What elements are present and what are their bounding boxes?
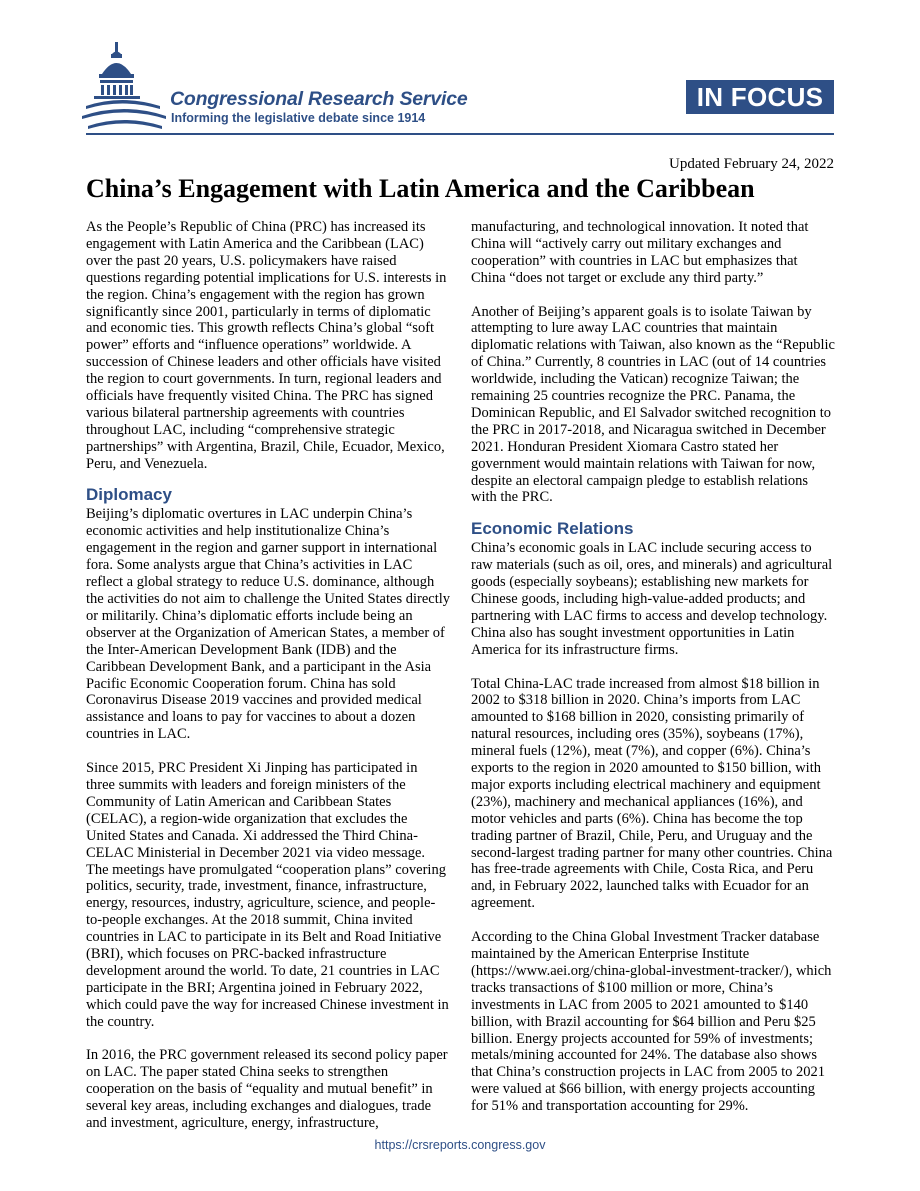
section-heading-diplomacy: Diplomacy xyxy=(86,485,172,505)
left-column xyxy=(86,219,450,1132)
capitol-dome-logo xyxy=(82,40,168,132)
economic-paragraph: According to the China Global Investment Tracker database maintained by the American Enterprise Institute (https://www.aei.org/china-global-investment-tracker/), which tracks transactions of $100 million or more, China’s investments in LAC from 2005 to 2021 amounted to $140 billion, with Brazil accounting for $64 billion and Peru $25 billion. Energy projects accounted for 59% of investments; metals/mining accounted for 24%. The database also shows that China’s construction projects in LAC from 2005 to 2021 were valued at $66 billion, with energy projects accounting for 51% and transportation accounting for 29%. xyxy=(471,929,832,1115)
org-tagline: Informing the legislative debate since 1914 xyxy=(171,111,426,125)
economic-paragraph: China’s economic goals in LAC include securing access to raw materials (such as oil, ores, and minerals) and agricultural goods (especially soybeans); establishing new markets for Chinese goods, including high-value-added products; and partnering with LAC firms to access and develop technology. China also has sought investment opportunities in Latin America for its infrastructure firms. xyxy=(471,540,833,658)
taiwan-paragraph: Another of Beijing’s apparent goals is to isolate Taiwan by attempting to lure away LAC countries that maintain diplomatic relations with Taiwan, also known as the “Republic of China.” Currently, 8 countries in LAC (out of 14 countries worldwide, including the Vatican) recognize Taiwan; the remaining 25 countries recognize the PRC. Panama, the Dominican Republic, and El Salvador switched recognition to the PRC in 2017-2018, and Nicaragua switched in December 2021. Honduran President Xiomara Castro stated her government would maintain relations with Taiwan for now, despite an electoral campaign pledge to establish relations with the PRC. xyxy=(471,303,835,506)
header xyxy=(0,0,920,140)
in-focus-badge: IN FOCUS xyxy=(686,80,834,114)
diplomacy-paragraph: Since 2015, PRC President Xi Jinping has participated in three summits with leaders and foreign ministers of the Community of Latin American and Caribbean States (CELAC), a region-wide organization that excludes the United States and Canada. Xi addressed the Third China-CELAC Ministerial in December 2021 via video message. The meetings have promulgated “cooperation plans” covering politics, security, trade, investment, finance, infrastructure, energy, resources, industry, agriculture, science, and people-to-people exchanges. At the 2018 summit, China invited countries in LAC to participate in its Belt and Road Initiative (BRI), which focuses on PRC-backed infrastructure development around the world. To date, 21 countries in LAC participate in the BRI; Argentina joined in February 2022, which could pave the way for increased Chinese investment in the country. xyxy=(86,760,449,1030)
page-title: China’s Engagement with Latin America and the Caribbean xyxy=(86,174,755,203)
org-name: Congressional Research Service xyxy=(170,88,468,110)
footer-url-link[interactable]: https://crsreports.congress.gov xyxy=(374,1138,546,1152)
diplomacy-paragraph: In 2016, the PRC government released its second policy paper on LAC. The paper stated China seeks to strengthen cooperation on the basis of “equality and mutual benefit” in several key areas, including exchanges and dialogues, trade and investment, agriculture, energy, infrastructure, xyxy=(86,1047,448,1132)
diplomacy-paragraph: Beijing’s diplomatic overtures in LAC underpin China’s economic activities and help institutionalize China’s engagement in the region and garner support in international fora. Some analysts argue that China’s activities in LAC reflect a global strategy to reduce U.S. dominance, although the activities do not aim to challenge the United States directly or militarily. China’s diplomatic efforts include being an observer at the Organization of American States, a member of the Inter-American Development Bank (IDB) and the Caribbean Development Bank, and a participant in the Asia Pacific Economic Cooperation forum. China has sold Coronavirus Disease 2019 vaccines and provided medical assistance and loans to pay for vaccines to about a dozen countries in LAC. xyxy=(86,506,451,743)
section-heading-economic-relations: Economic Relations xyxy=(471,519,634,539)
right-column xyxy=(471,219,835,1115)
intro-paragraph: As the People’s Republic of China (PRC) has increased its engagement with Latin America and the Caribbean (LAC) over the past 20 years, U.S. policymakers have raised questions regarding potential implications for U.S. interests in the region. China’s engagement with the region has grown significantly since 2001, particularly in terms of diplomatic and economic ties. This growth reflects China’s global “soft power” efforts and “influence operations” worldwide. A succession of Chinese leaders and other officials have visited the region to court governments. In turn, regional leaders and officials have frequently visited China. The PRC has signed various bilateral partnership agreements with countries throughout LAC, including “comprehensive strategic partnerships” with Argentina, Brazil, Chile, Ecuador, Mexico, Peru, and Venezuela. xyxy=(86,219,447,472)
economic-paragraph: Total China-LAC trade increased from almost $18 billion in 2002 to $318 billion in 2020. China’s imports from LAC amounted to $168 billion in 2020, consisting primarily of natural resources, including ores (35%), soybeans (17%), mineral fuels (12%), meat (7%), and copper (6%). China’s exports to the region in 2020 amounted to $150 billion, with major exports including electrical machinery and equipment (23%), machinery and mechanical appliances (16%), and motor vehicles and parts (6%). China has become the top trading partner of Brazil, Chile, Peru, and Uruguay and the second-largest trading partner for many other countries. China has free-trade agreements with Chile, Costa Rica, and Peru and, in February 2022, launched talks with Ecuador for an agreement. xyxy=(471,675,833,912)
continued-paragraph: manufacturing, and technological innovation. It noted that China will “actively carry out military exchanges and cooperation” with countries in LAC but emphasizes that China “does not target or exclude any third party.” xyxy=(471,219,809,286)
header-divider xyxy=(86,133,834,135)
updated-date: Updated February 24, 2022 xyxy=(669,156,834,172)
